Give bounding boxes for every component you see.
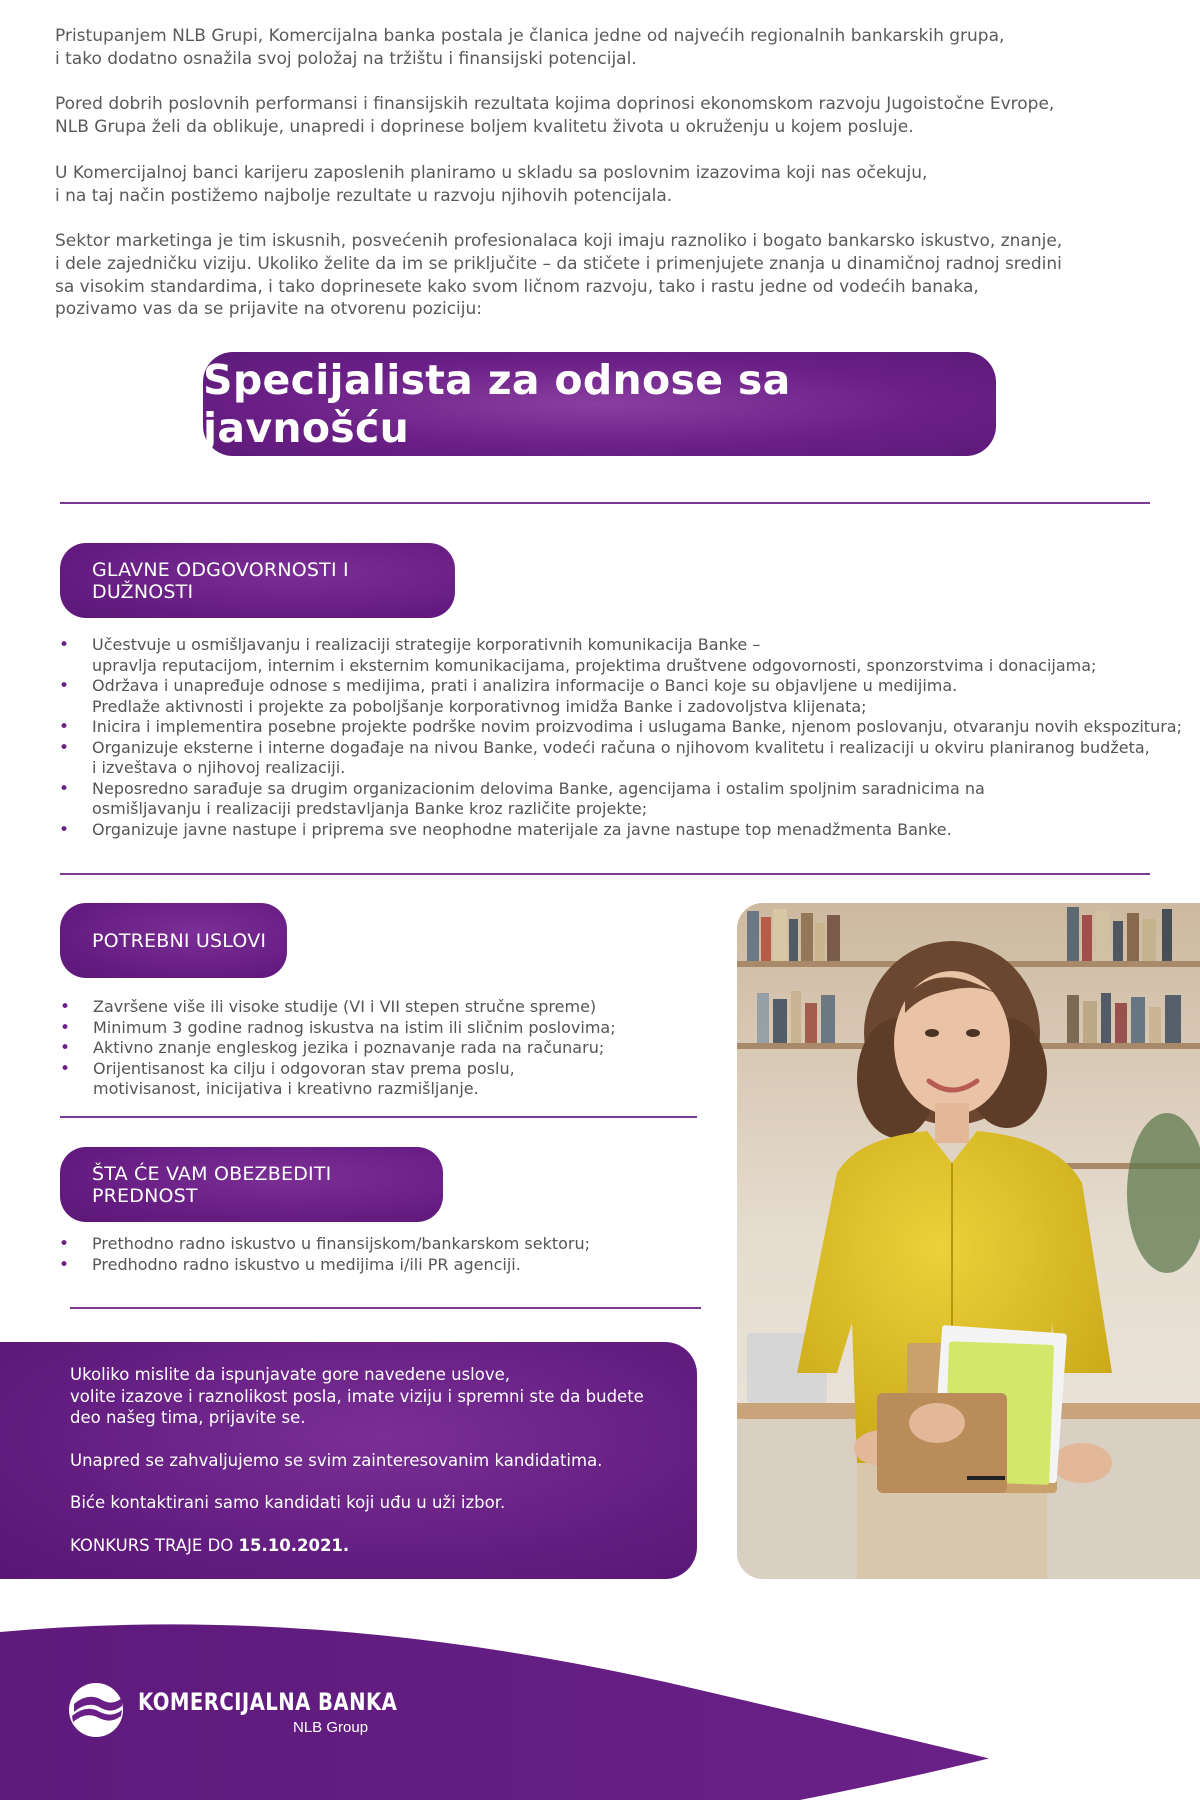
intro-paragraph-3 bbox=[55, 162, 1165, 208]
intro-paragraph-2 bbox=[55, 93, 1165, 139]
list-item bbox=[56, 635, 1176, 676]
list-item-line: • Održava i unapređuje odnose s medijima, prati i analizira informacije o Banci koje su objavljene u medijima. bbox=[92, 676, 958, 695]
responsibilities-heading-text: GLAVNE ODGOVORNOSTI I DUŽNOSTI bbox=[92, 558, 349, 603]
list-item-line: osmišljavanju i realizaciji predstavljanja Banke kroz različite projekte; bbox=[92, 799, 648, 818]
requirements-heading-text: POTREBNI USLOVI bbox=[92, 929, 267, 952]
list-item bbox=[56, 717, 1182, 738]
list-item bbox=[56, 820, 1176, 841]
list-item-line: • Orijentisanost ka cilju i odgovoran stav prema poslu, bbox=[93, 1058, 515, 1078]
text-line: sa visokim standardima, i tako doprinesete kako svom ličnom razvoju, tako i rastu jedne od vodećih banaka, bbox=[55, 276, 979, 297]
bank-logo bbox=[68, 1682, 408, 1742]
advantages-heading bbox=[60, 1147, 443, 1222]
list-item-line: • Organizuje javne nastupe i priprema sve neophodne materijale za javne nastupe top menadžmenta Banke. bbox=[92, 819, 952, 839]
requirements-heading bbox=[60, 903, 287, 978]
list-item-line: • Organizuje eksterne i interne događaje na nivou Banke, vodeći računa o njihovom kvalitetu i realizaciji u okviru planiranog budžeta, bbox=[92, 737, 1150, 757]
list-item-line: • Završene više ili visoke studije (VI i VII stepen stručne spreme) bbox=[93, 997, 597, 1016]
text-line: U Komercijalnoj banci karijeru zaposlenih planiramo u skladu sa poslovnim izazovima koji nas očekuju, bbox=[55, 163, 928, 183]
intro-paragraph-1 bbox=[55, 25, 1165, 71]
responsibilities-list bbox=[56, 635, 1182, 840]
divider bbox=[60, 1116, 697, 1118]
text-line: Pored dobrih poslovnih performansi i finansijskih rezultata kojima doprinosi ekonomskom razvoju Jugoistočne Evrope, bbox=[55, 94, 1055, 114]
text-line: Sektor marketinga je tim iskusnih, posvećenih profesionalaca koji imaju raznoliko i bogato bankarsko iskustvo, znanje, bbox=[55, 231, 1063, 251]
list-item bbox=[56, 738, 1176, 779]
job-title-banner bbox=[203, 352, 996, 456]
list-item-line: • Neposredno sarađuje sa drugim organizacionim delovima Banke, agencijama i ostalim spoljnim saradnicima na bbox=[92, 778, 985, 798]
text-line: volite izazove i raznolikost posla, imate viziju i spremni ste da budete bbox=[70, 1386, 644, 1406]
list-item-line: Predlaže aktivnosti i projekte za poboljšanje korporativnog imidža Banke i zadovoljstva klijenata; bbox=[92, 696, 867, 716]
text-line: pozivamo vas da se prijavite na otvorenu poziciju: bbox=[55, 299, 482, 320]
list-item bbox=[57, 1038, 707, 1059]
advantages-list bbox=[56, 1234, 706, 1275]
text-line: i na taj način postižemo najbolje rezultate u razvoju njihovih potencijala. bbox=[55, 185, 673, 206]
list-item-line: upravlja reputacijom, internim i eksternim komunikacijama, projektima društvene odgovornosti, sponzorstvima i donacijama; bbox=[92, 655, 1097, 675]
list-item-line: • Predhodno radno iskustvo u medijima i/ili PR agenciji. bbox=[92, 1254, 521, 1274]
woman-photo bbox=[737, 903, 1200, 1579]
woman-photo-illustration bbox=[737, 903, 1200, 1579]
text-line: Pristupanjem NLB Grupi, Komercijalna banka postala je članica jedne od najvećih regionalnih bankarskih grupa, bbox=[55, 26, 1005, 46]
list-item bbox=[56, 676, 1176, 717]
footer-white-corner bbox=[800, 1620, 1200, 1800]
deadline-label: KONKURS TRAJE DO bbox=[70, 1535, 239, 1555]
deadline bbox=[70, 1536, 349, 1555]
text-line: i tako dodatno osnažila svoj položaj na tržištu i finansijski potencijal. bbox=[55, 48, 637, 69]
list-item bbox=[57, 1059, 707, 1100]
list-item-line: motivisanost, inicijativa i kreativno razmišljanje. bbox=[93, 1079, 479, 1098]
list-item-line: i izveštava o njihovoj realizaciji. bbox=[92, 758, 346, 777]
nlb-wave-logo-icon bbox=[68, 1682, 124, 1738]
divider bbox=[70, 1307, 701, 1309]
list-item bbox=[57, 1018, 707, 1039]
list-item-line: • Prethodno radno iskustvo u finansijskom/bankarskom sektoru; bbox=[92, 1234, 591, 1253]
text-line: deo našeg tima, prijavite se. bbox=[70, 1408, 306, 1427]
bank-group: NLB Group bbox=[293, 1719, 369, 1736]
text-line: NLB Grupa želi da oblikuje, unapredi i doprinese boljem kvalitetu života u okruženju u kojem posluje. bbox=[55, 116, 914, 137]
advantages-heading-text: ŠTA ĆE VAM OBEZBEDITI PREDNOST bbox=[92, 1162, 332, 1207]
list-item bbox=[56, 1234, 706, 1255]
bank-name: KOMERCIJALNA BANKA bbox=[138, 1688, 398, 1716]
list-item-line: • Učestvuje u osmišljavanju i realizaciji strategije korporativnih komunikacija Banke – bbox=[92, 635, 761, 654]
list-item bbox=[57, 997, 707, 1018]
job-title: Specijalista za odnose sa javnošću bbox=[203, 356, 791, 452]
application-info-box bbox=[0, 1342, 697, 1579]
divider bbox=[60, 873, 1150, 875]
cta-paragraph-1 bbox=[70, 1364, 697, 1429]
list-item-line: • Minimum 3 godine radnog iskustva na istim ili sličnim poslovima; bbox=[93, 1017, 616, 1037]
deadline-date: 15.10.2021. bbox=[238, 1535, 350, 1555]
list-item-line: • Inicira i implementira posebne projekte podrške novim proizvodima i uslugama Banke, njenom poslovanju, otvaranju novih ekspozitura; bbox=[92, 717, 1182, 736]
cta-paragraph-2: Unapred se zahvaljujemo se svim zainteresovanim kandidatima. bbox=[70, 1450, 603, 1470]
list-item bbox=[56, 779, 1176, 820]
requirements-list bbox=[57, 997, 707, 1100]
list-item bbox=[56, 1255, 706, 1276]
cta-paragraph-3: Biće kontaktirani samo kandidati koji uđu u uži izbor. bbox=[70, 1493, 506, 1512]
text-line: i dele zajedničku viziju. Ukoliko želite da im se priključite – da stičete i primenjujete znanja u dinamičnoj radnoj sredini bbox=[55, 253, 1062, 274]
responsibilities-heading bbox=[60, 543, 455, 618]
list-item-line: • Aktivno znanje engleskog jezika i poznavanje rada na računaru; bbox=[93, 1038, 605, 1057]
intro-paragraph-4 bbox=[55, 230, 1165, 321]
text-line: Ukoliko mislite da ispunjavate gore navedene uslove, bbox=[70, 1365, 510, 1384]
divider bbox=[60, 502, 1150, 504]
